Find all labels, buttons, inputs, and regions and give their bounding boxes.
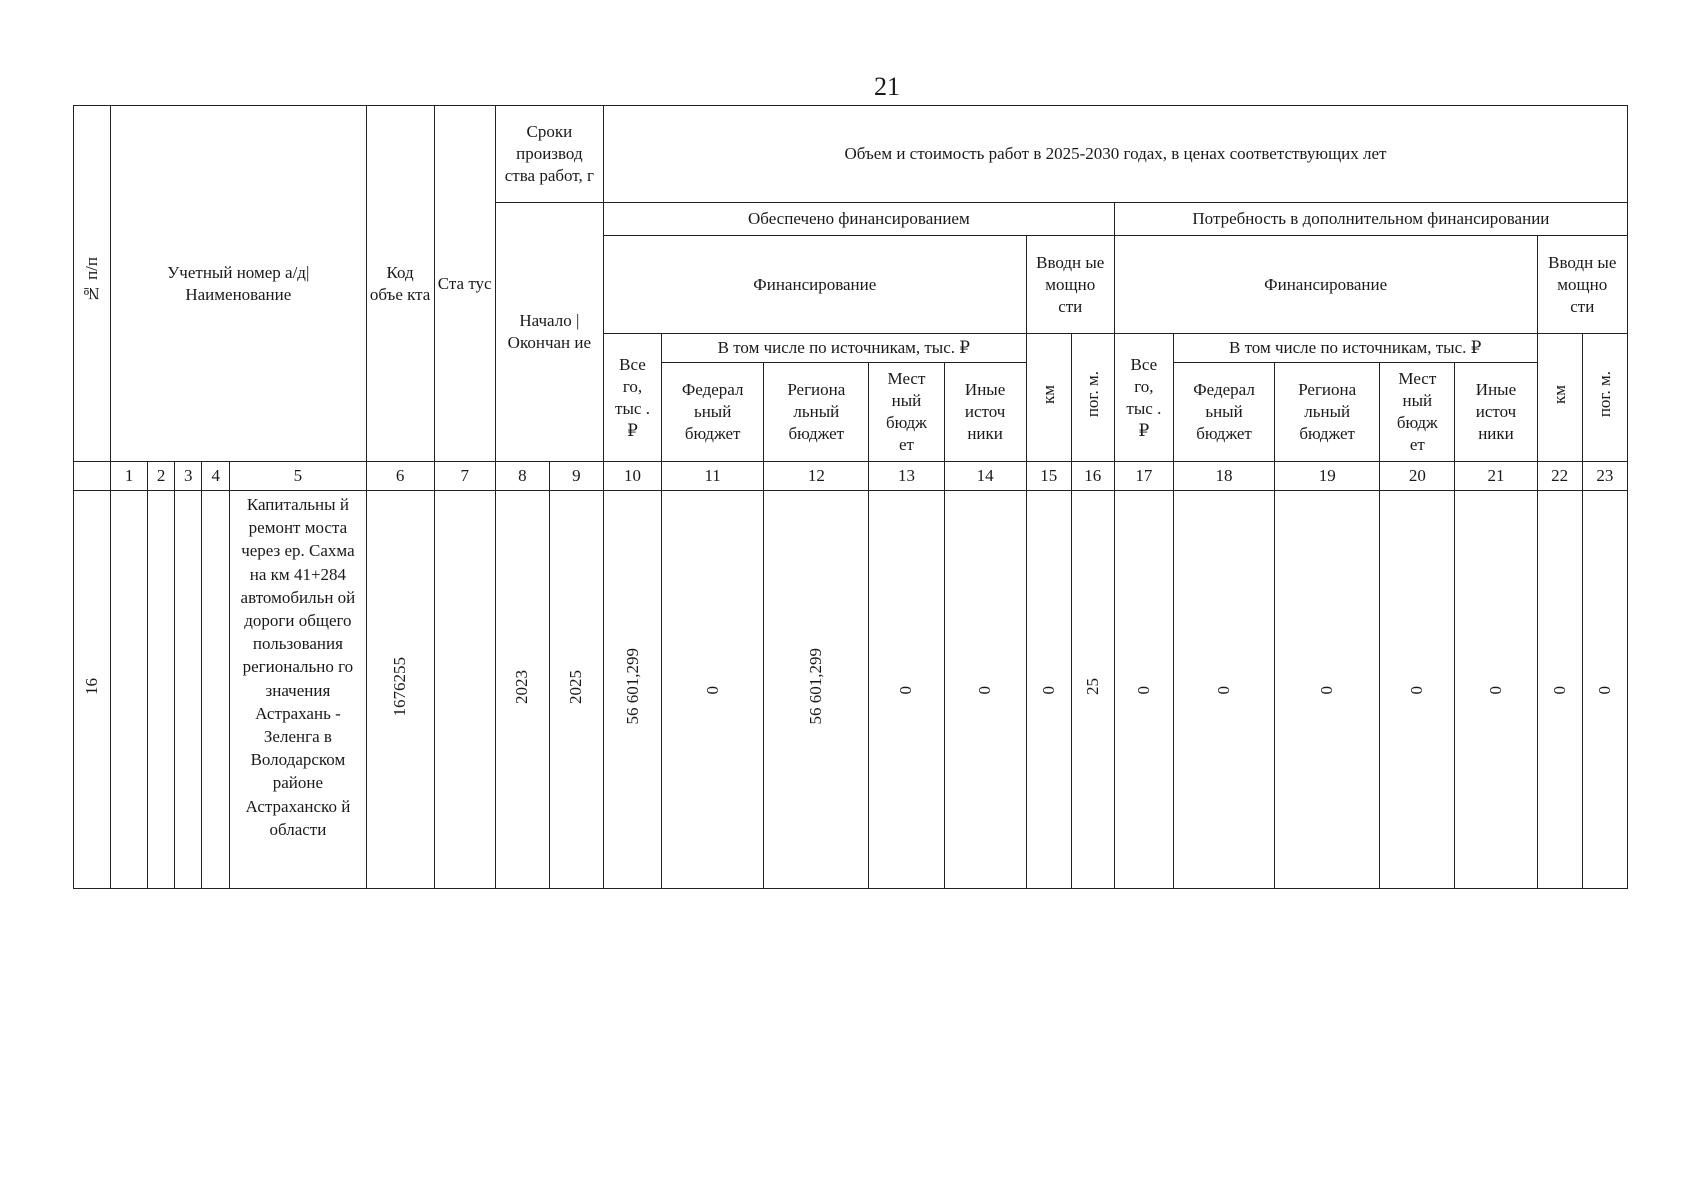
column-number: 17 — [1114, 462, 1173, 491]
column-number: 12 — [764, 462, 869, 491]
header-local: Мест ный бюдж ет — [869, 363, 944, 462]
header-add-by-source: В том числе по источникам, тыс. ₽ — [1173, 334, 1537, 363]
row-object-code: 1676255 — [366, 491, 434, 889]
header-status: Ста тус — [434, 106, 495, 462]
header-add-pog-m: пог. м. — [1582, 334, 1627, 462]
column-number: 4 — [202, 462, 230, 491]
header-regional: Региона льный бюджет — [764, 363, 869, 462]
header-add-federal: Федерал ьный бюджет — [1173, 363, 1274, 462]
header-add-km: км — [1537, 334, 1582, 462]
row-add-total: 0 — [1114, 491, 1173, 889]
header-additional-financing-need: Потребность в дополнительном финансировании — [1114, 203, 1627, 236]
row-col-3 — [175, 491, 202, 889]
row-col-4 — [202, 491, 230, 889]
header-capacities: Вводн ые мощно сти — [1026, 236, 1114, 334]
header-financing-need: Финансирование — [1114, 236, 1537, 334]
column-number: 5 — [230, 462, 366, 491]
row-status — [434, 491, 495, 889]
header-km: км — [1026, 334, 1071, 462]
header-object-code: Код объе кта — [366, 106, 434, 462]
column-number: 15 — [1026, 462, 1071, 491]
column-number: 7 — [434, 462, 495, 491]
header-start-end: Начало | Окончан ие — [495, 203, 603, 462]
page-number: 21 — [874, 72, 900, 101]
row-add-other: 0 — [1455, 491, 1537, 889]
row-other: 0 — [944, 491, 1026, 889]
header-num: № п/п — [74, 106, 111, 462]
header-add-regional: Региона льный бюджет — [1275, 363, 1380, 462]
header-other: Иные источ ники — [944, 363, 1026, 462]
table-row — [74, 491, 1628, 889]
row-end-year: 2025 — [549, 491, 603, 889]
row-km: 0 — [1026, 491, 1071, 889]
header-pog-m: пог. м. — [1071, 334, 1114, 462]
row-federal: 0 — [662, 491, 764, 889]
column-number: 1 — [111, 462, 148, 491]
column-number: 21 — [1455, 462, 1537, 491]
row-add-regional: 0 — [1275, 491, 1380, 889]
row-num: 16 — [74, 491, 111, 889]
row-add-federal: 0 — [1173, 491, 1274, 889]
row-pog-m: 25 — [1071, 491, 1114, 889]
column-number: 18 — [1173, 462, 1274, 491]
header-by-source: В том числе по источникам, тыс. ₽ — [662, 334, 1027, 363]
column-number: 3 — [175, 462, 202, 491]
column-number: 20 — [1380, 462, 1455, 491]
header-terms: Сроки производ ства работ, г — [495, 106, 603, 203]
column-number: 19 — [1275, 462, 1380, 491]
row-add-local: 0 — [1380, 491, 1455, 889]
row-regional: 56 601,299 — [764, 491, 869, 889]
row-start-year: 2023 — [495, 491, 549, 889]
row-local: 0 — [869, 491, 944, 889]
column-number: 13 — [869, 462, 944, 491]
column-number-blank — [74, 462, 111, 491]
row-total: 56 601,299 — [603, 491, 661, 889]
column-number: 14 — [944, 462, 1026, 491]
header-capacities-need: Вводн ые мощно сти — [1537, 236, 1627, 334]
column-number: 11 — [662, 462, 764, 491]
column-number: 6 — [366, 462, 434, 491]
row-col-1 — [111, 491, 148, 889]
header-provided-financing: Обеспечено финансированием — [603, 203, 1114, 236]
header-volume-cost: Объем и стоимость работ в 2025-2030 годах, в ценах соответствующих лет — [603, 106, 1627, 203]
header-add-other: Иные источ ники — [1455, 363, 1537, 462]
header-total: Все го, тыс . ₽ — [603, 334, 661, 462]
column-numbers-row — [74, 462, 1628, 491]
row-name: Капитальны й ремонт моста через ер. Сахма на км 41+284 автомобильн ой дороги общего пользования регионально го значения Астрахань - Зеленга в Володарском районе Астраханско й области — [230, 491, 366, 889]
header-add-local: Мест ный бюдж ет — [1380, 363, 1455, 462]
column-number: 2 — [148, 462, 175, 491]
column-number: 10 — [603, 462, 661, 491]
header-financing: Финансирование — [603, 236, 1026, 334]
column-number: 8 — [495, 462, 549, 491]
column-number: 23 — [1582, 462, 1627, 491]
row-col-2 — [148, 491, 175, 889]
row-add-km: 0 — [1537, 491, 1582, 889]
header-add-total: Все го, тыс . ₽ — [1114, 334, 1173, 462]
header-federal: Федерал ьный бюджет — [662, 363, 764, 462]
works-table — [73, 105, 1628, 889]
header-account-name: Учетный номер а/д| Наименование — [111, 106, 366, 462]
column-number: 9 — [549, 462, 603, 491]
column-number: 16 — [1071, 462, 1114, 491]
row-add-pog-m: 0 — [1582, 491, 1627, 889]
column-number: 22 — [1537, 462, 1582, 491]
